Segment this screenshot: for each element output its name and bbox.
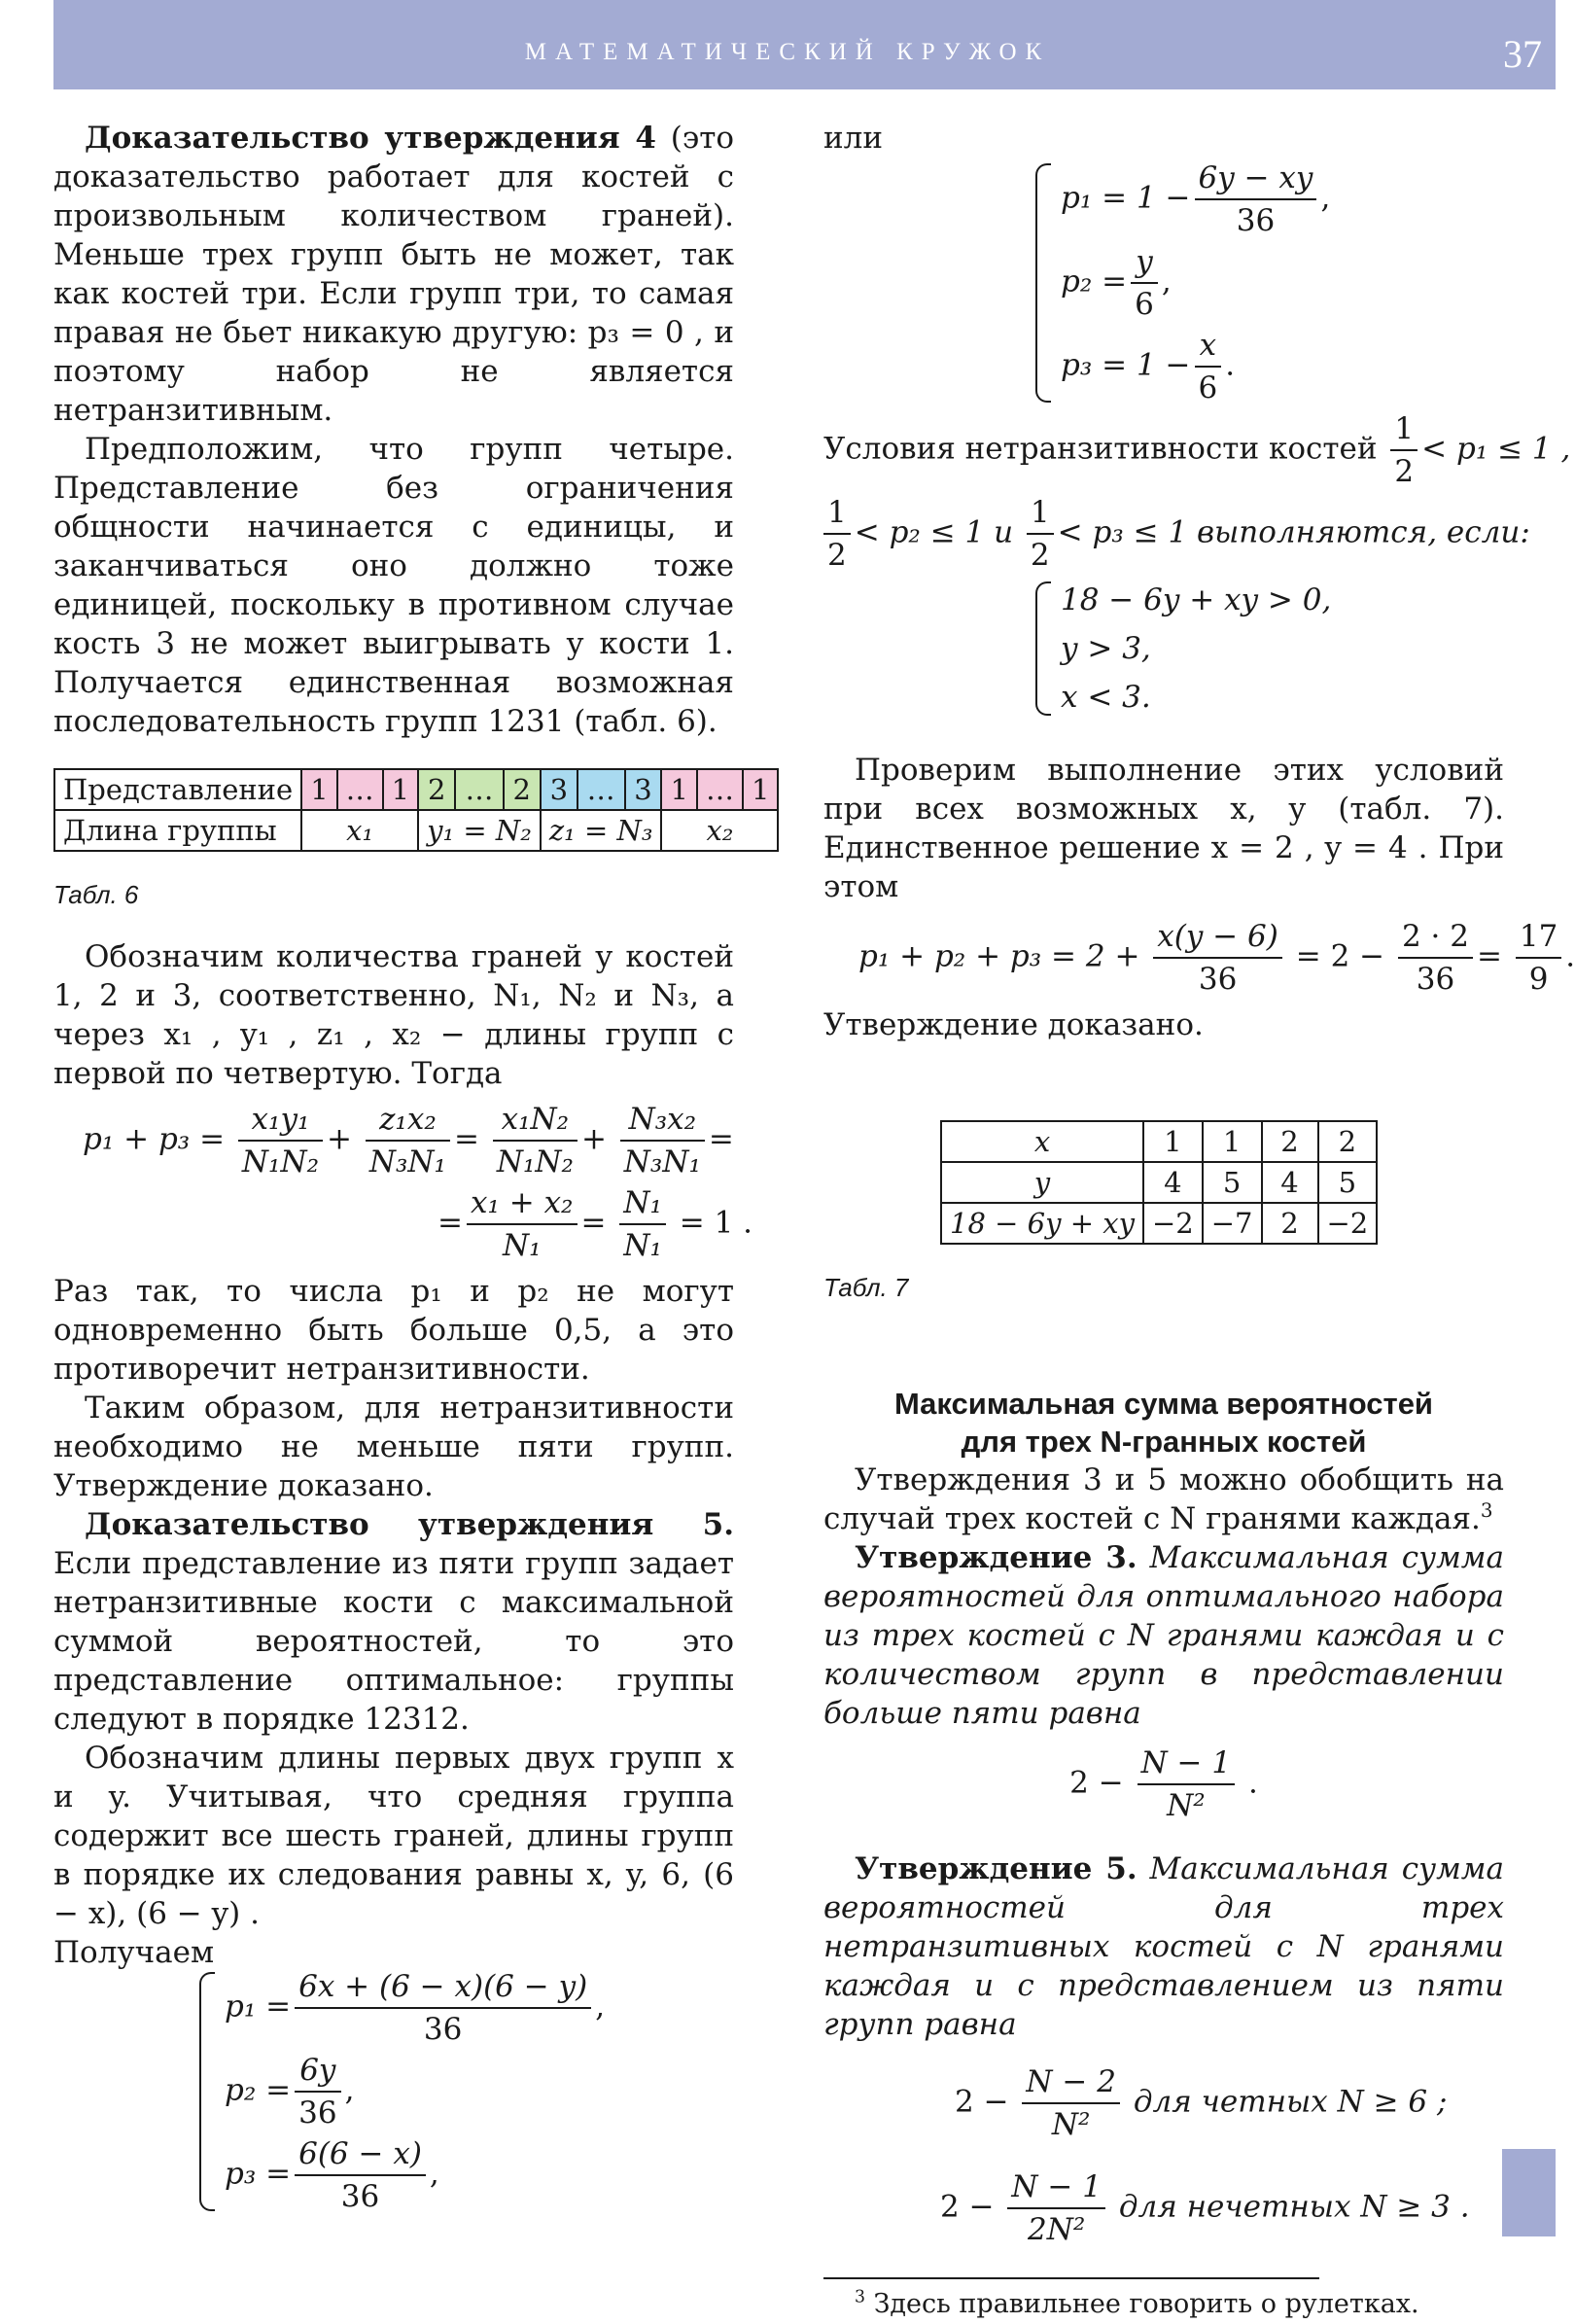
- system-row: y > 3,: [1061, 631, 1151, 666]
- system-row: p₁ = 1 − $\frac{6y - xy}{36}$ ,: [1061, 158, 1504, 241]
- system-row: p₃ = $\frac{6(6 - x)}{36}$ ,: [225, 2133, 734, 2217]
- system-row: p₂ = $\frac{6y}{36}$ ,: [225, 2050, 734, 2133]
- statement-5-text: Максимальная сумма вероятностей для трех нетранзитивных костей с N гранями каждая и с представлением из пяти групп равна: [823, 1851, 1504, 2042]
- proof4-title: Доказательство утверждения 4: [85, 121, 656, 156]
- table-cell: 3: [541, 769, 578, 810]
- formula-statement-3: 2 − $\frac{N - 1}{\text{N²}}$ .: [823, 1743, 1504, 1826]
- statement-5: [823, 1849, 1504, 2044]
- formula-statement-5-odd: 2 − $\frac{N - 1}{\text{2N²}}$ для нечетных N ≥ 3 .: [823, 2166, 1504, 2250]
- condition-line-1: Условия нетранзитивности костей $\frac{1}{2}$ < p₁ ≤ 1 ,: [823, 408, 1504, 492]
- right-column: [823, 119, 1575, 2324]
- table-cell: 4: [1262, 1162, 1318, 1203]
- table-7: [940, 1120, 1378, 1245]
- system-row: p₂ = $\frac{y}{6}$ ,: [1061, 241, 1504, 325]
- fraction: $\frac{\text{x₁N₂}}{\text{N₁N₂}}$: [493, 1099, 578, 1182]
- table-cell: z₁ = N₃: [541, 810, 662, 851]
- system-conditions: [1035, 576, 1504, 722]
- table-cell: …: [578, 769, 625, 810]
- table-cell: Представление: [54, 769, 301, 810]
- paragraph-get: Получаем: [53, 1935, 215, 1970]
- system-p-values: [199, 1966, 734, 2217]
- proof4-text: (это доказательство работает для костей с произвольным количеством граней). Меньше трех групп быть не может, так как костей три. Если групп три, то самая правая не бьет никакую другую: p₃ = 0 , и поэтому набор не является нетранзитивным.: [53, 121, 735, 428]
- paragraph-five-groups: Таким образом, для нетранзитивности необходимо не меньше пяти групп. Утверждение доказано.: [53, 1391, 734, 1503]
- table-cell: −2: [1318, 1203, 1378, 1244]
- paragraph-notation: Обозначим количества граней у костей 1, 2 и 3, соответственно, N₁, N₂ и N₃, а через x₁ , y₁ , z₁ , x₂ − длины групп с первой по четвертую. Тогда: [53, 939, 734, 1091]
- table-cell: 4: [1143, 1162, 1203, 1203]
- condition-line-2: $\frac{1}{2}$ < p₂ ≤ 1 и $\frac{1}{2}$ < p₃ ≤ 1 выполняются, если:: [823, 492, 1504, 576]
- section-title-line-1: Максимальная сумма вероятностей: [893, 1387, 1433, 1421]
- proved-statement: Утверждение доказано.: [823, 1007, 1204, 1042]
- equation-p1-p3: p₁ + p₃ = $\frac{\text{x₁y₁}}{\text{N₁N₂}}$ + $\frac{\text{z₁x₂}}{\text{N₃N₁}}$ = $\frac{\text{x₁N₂}}{\text{N₁N₂}}$ + $\frac{\text{N₃x₂}}{\text{N₃N₁}}$ =: [53, 1099, 734, 1182]
- eq-end: = 1 .: [679, 1205, 753, 1241]
- table-cell: x: [941, 1121, 1143, 1162]
- statement-5-title: Утверждение 5.: [855, 1851, 1138, 1886]
- fraction: $\frac{\text{N₁}}{\text{N₁}}$: [619, 1182, 666, 1266]
- system-row: x < 3.: [1061, 680, 1151, 715]
- brace: [199, 1972, 215, 2211]
- table-row: [941, 1203, 1377, 1244]
- table-cell: 1: [1143, 1121, 1203, 1162]
- table-cell: …: [455, 769, 503, 810]
- fraction: $\frac{\text{N₃x₂}}{\text{N₃N₁}}$: [620, 1099, 705, 1182]
- table-row: [54, 810, 778, 851]
- table-cell: …: [337, 769, 383, 810]
- formula-statement-5-even: 2 − $\frac{N - 2}{\text{N²}}$ для четных N ≥ 6 ;: [823, 2061, 1504, 2145]
- table-cell: 3: [625, 769, 662, 810]
- table-cell: 1: [743, 769, 778, 810]
- brace: [1035, 581, 1051, 716]
- table-row: [941, 1162, 1377, 1203]
- table-cell: Длина группы: [54, 810, 301, 851]
- paragraph-contradiction: Раз так, то числа p₁ и p₂ не могут одновременно быть больше 0,5, а это противоречит нетранзитивности.: [53, 1274, 734, 1387]
- table-cell: 2: [418, 769, 455, 810]
- fraction: $\frac{\text{x₁y₁}}{\text{N₁N₂}}$: [238, 1099, 323, 1182]
- brace: [1035, 163, 1051, 403]
- paragraph-generalize: Утверждения 3 и 5 можно обобщить на случай трех костей с N гранями каждая.$^3$: [823, 1462, 1504, 1536]
- table-cell: y: [941, 1162, 1143, 1203]
- table-cell: −7: [1203, 1203, 1262, 1244]
- word-or: или: [823, 121, 884, 156]
- table-cell: y₁ = N₂: [418, 810, 541, 851]
- corner-decoration: [1502, 2149, 1556, 2236]
- table-row: [54, 769, 778, 810]
- page-number: 37: [1503, 32, 1542, 76]
- fraction: $\frac{\text{x₁ + x₂}}{\text{N₁}}$: [467, 1182, 578, 1266]
- table-cell: 5: [1203, 1162, 1262, 1203]
- system-p-values-simplified: [1035, 158, 1504, 408]
- table-cell: 18 − 6y + xy: [941, 1203, 1143, 1244]
- table-6-caption: Табл. 6: [53, 880, 139, 909]
- footnote: $^3$ Здесь правильнее говорить о рулетках.: [855, 2287, 1419, 2319]
- equation-p1-p3-cont: = $\frac{\text{x₁ + x₂}}{\text{N₁}}$ = $\frac{\text{N₁}}{\text{N₁}}$ = 1 .: [53, 1182, 734, 1266]
- table-cell: 2: [1318, 1121, 1378, 1162]
- table-cell: 1: [383, 769, 418, 810]
- table-cell: 2: [504, 769, 541, 810]
- system-row: 18 − 6y + xy > 0,: [1061, 582, 1332, 617]
- table-cell: 5: [1318, 1162, 1378, 1203]
- fraction: $\frac{\text{z₁x₂}}{\text{N₃N₁}}$: [366, 1099, 450, 1182]
- paragraph-check: Проверим выполнение этих условий при всех возможных x, y (табл. 7). Единственное решение x = 2 , y = 4 . При этом: [823, 753, 1504, 904]
- eq-lhs: p₁ + p₃ =: [83, 1121, 226, 1157]
- paragraph-four-groups: Предположим, что групп четыре. Представление без ограничения общности начинается с единицы, и заканчиваться оно должно тоже единицей, поскольку в противном случае кость 3 не может выигрывать у кости 1. Получается единственная возможная последовательность групп 1231 (табл. 6).: [53, 432, 734, 739]
- footnote-separator: [823, 2277, 1319, 2279]
- paragraph-group-lengths: Обозначим длины первых двух групп x и y. Учитывая, что средняя группа содержит все шесть граней, длины групп в порядке их следования равны x, y, 6, (6 − x), (6 − y) .: [53, 1741, 734, 1931]
- journal-section-title: МАТЕМАТИЧЕСКИЙ КРУЖОК: [524, 39, 1051, 65]
- table-cell: x₁: [301, 810, 418, 851]
- section-title-line-2: для трех N-гранных костей: [961, 1425, 1367, 1459]
- proof5-title: Доказательство утверждения 5.: [85, 1507, 734, 1542]
- table-cell: 2: [1262, 1121, 1318, 1162]
- table-cell: x₂: [661, 810, 778, 851]
- table-cell: 2: [1262, 1203, 1318, 1244]
- table-cell: −2: [1143, 1203, 1203, 1244]
- statement-3-text: Максимальная сумма вероятностей для оптимального набора из трех костей с N гранями каждая и с количеством групп в представлении больше пяти равна: [823, 1540, 1504, 1731]
- footnote-ref: 3: [1480, 1499, 1493, 1523]
- proof5-paragraph: [53, 1505, 734, 1739]
- table-row: [941, 1121, 1377, 1162]
- statement-3: [823, 1538, 1504, 1733]
- table-cell: 1: [301, 769, 336, 810]
- proof5-text: Если представление из пяти групп задает нетранзитивные кости с максимальной суммой вероятностей, то это представление оптимальное: группы следуют в порядке 12312.: [53, 1546, 734, 1737]
- left-column: [53, 119, 770, 2217]
- table-cell: …: [697, 769, 743, 810]
- table-7-caption: Табл. 7: [823, 1273, 909, 1302]
- table-cell: 1: [661, 769, 696, 810]
- system-row: p₃ = 1 − $\frac{x}{6}$ .: [1061, 325, 1504, 408]
- proof4-paragraph: [53, 119, 734, 430]
- page-header: [53, 0, 1556, 89]
- table-6: [53, 768, 779, 852]
- system-row: p₁ = $\frac{6x + (6 - x)(6 - y)}{36}$ ,: [225, 1966, 734, 2050]
- table-cell: 1: [1203, 1121, 1262, 1162]
- statement-3-title: Утверждение 3.: [855, 1540, 1138, 1575]
- equation-sum: p₁ + p₂ + p₃ = 2 + $\frac{x(y - 6)}{36}$ = 2 − $\frac{2 \cdot 2}{36}$ = $\frac{17}{9}$ .: [823, 916, 1504, 1000]
